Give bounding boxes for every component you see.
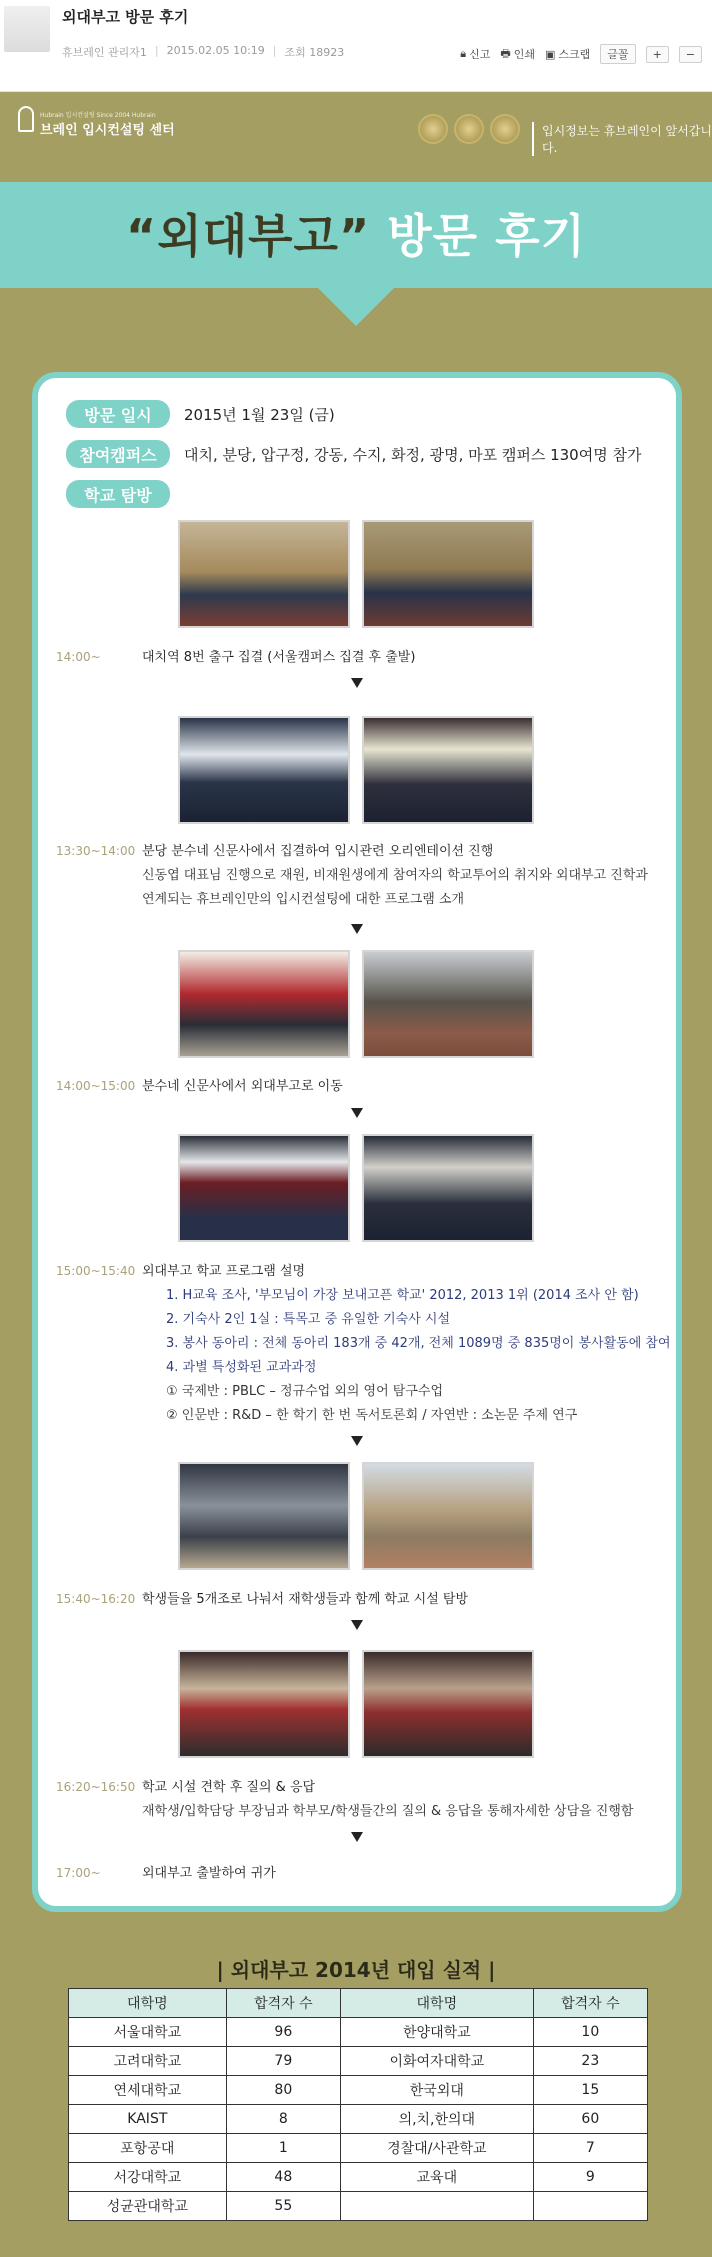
timeline-detail: 연계되는 휴브레인만의 입시컨설팅에 대한 프로그램 소개: [142, 892, 465, 907]
results-table: [68, 1988, 648, 2221]
brand-subtitle: Hubrain 입시컨설팅 Since 2004 Hubrain: [40, 112, 156, 119]
banner-title: “외대부고” 방문 후기: [126, 209, 586, 263]
program-point: 1. H교육 조사, '부모님이 가장 보내고픈 학교' 2012, 2013 1위 (2014 조사 안 함): [166, 1288, 639, 1303]
print-button[interactable]: 🖶 인쇄: [500, 45, 535, 64]
meta-divider: |: [272, 44, 277, 57]
font-decrease-button[interactable]: −: [679, 46, 702, 63]
timeline-text: 분당 분수네 신문사에서 집결하여 입시관련 오리엔테이션 진행: [142, 844, 494, 859]
table-cell: 한국외대: [340, 2076, 533, 2105]
photo: [178, 1134, 350, 1242]
photo: [178, 1462, 350, 1570]
timeline-text: 대치역 8번 출구 집결 (서울캠퍼스 집결 후 출발): [142, 650, 416, 665]
table-cell: 의,치,한의대: [340, 2105, 533, 2134]
scrap-icon: ▣: [545, 47, 556, 61]
photo: [362, 1134, 534, 1242]
post-title: 외대부고 방문 후기: [62, 8, 189, 26]
timeline-item: [56, 1260, 305, 1279]
table-cell: 79: [226, 2047, 340, 2076]
post-header: [0, 0, 712, 92]
photo: [178, 950, 350, 1058]
table-cell: 10: [533, 2018, 647, 2047]
column-header: 합격자 수: [533, 1989, 647, 2018]
tour-row: [66, 480, 170, 508]
timeline-detail: 신동엽 대표님 진행으로 재원, 비재원생에게 참여자의 학교투어의 취지와 외대부고 진학과: [142, 868, 648, 883]
photo-row: [178, 1650, 534, 1758]
photo: [178, 1650, 350, 1758]
program-point: 3. 봉사 동아리 : 전체 동아리 183개 중 42개, 전체 1089명 중 835명이 봉사활동에 참여: [166, 1336, 671, 1351]
program-point: 4. 과별 특성화된 교과과정: [166, 1360, 317, 1375]
program-subpoint: ① 국제반 : PBLC – 정규수업 외의 영어 탐구수업: [166, 1384, 444, 1399]
table-cell: 포항공대: [69, 2134, 227, 2163]
medal-icon: [454, 114, 484, 144]
campus-label: 참여캠퍼스: [66, 440, 170, 468]
brand-slogan: 입시정보는 휴브레인이 앞서갑니다.: [532, 122, 712, 156]
meta-divider: |: [154, 44, 159, 57]
table-cell: 이화여자대학교: [340, 2047, 533, 2076]
visit-date-label: 방문 일시: [66, 400, 170, 428]
photo: [362, 950, 534, 1058]
down-arrow-icon: [351, 678, 363, 688]
table-header-row: [69, 1989, 648, 2018]
down-arrow-icon: [351, 1108, 363, 1118]
visit-date-value: 2015년 1월 23일 (금): [184, 405, 335, 424]
table-cell: 15: [533, 2076, 647, 2105]
timeline-text: 학교 시설 견학 후 질의 & 응답: [142, 1780, 316, 1795]
font-increase-button[interactable]: +: [646, 46, 669, 63]
table-row: [69, 2018, 648, 2047]
program-subpoint: ② 인문반 : R&D – 한 학기 한 번 독서토론회 / 자연반 : 소논문 주제 연구: [166, 1408, 578, 1423]
title-banner: [0, 182, 712, 288]
photo-row: [178, 1462, 534, 1570]
report-button[interactable]: 🔒︎ 신고: [460, 47, 491, 61]
program-point: 2. 기숙사 2인 1실 : 특목고 중 유일한 기숙사 시설: [166, 1312, 451, 1327]
poster-header: [0, 92, 712, 182]
poster-image: [0, 92, 712, 2257]
photo: [362, 520, 534, 628]
table-row: [69, 2076, 648, 2105]
table-cell: 7: [533, 2134, 647, 2163]
timeline-item: [56, 1588, 468, 1607]
timeline-item: [56, 1075, 343, 1094]
photo-row: [178, 950, 534, 1058]
down-arrow-icon: [351, 1832, 363, 1842]
medal-icon: [418, 114, 448, 144]
font-button[interactable]: 글꼴: [600, 44, 635, 64]
photo: [178, 716, 350, 824]
down-arrow-icon: [351, 924, 363, 934]
timeline-item: [56, 1776, 315, 1795]
table-cell: 서강대학교: [69, 2163, 227, 2192]
printer-icon: 🖶: [500, 46, 511, 60]
timeline-item: [56, 1862, 276, 1881]
timeline-item: [56, 646, 415, 665]
table-cell: 48: [226, 2163, 340, 2192]
visit-date-row: [66, 400, 335, 428]
avatar: [4, 6, 50, 52]
lock-icon: 🔒︎: [460, 47, 467, 60]
post-meta: [62, 44, 344, 60]
timeline-text: 외대부고 출발하여 귀가: [142, 1866, 276, 1881]
photo-row: [178, 716, 534, 824]
photo: [362, 716, 534, 824]
table-row: [69, 2134, 648, 2163]
table-cell: 60: [533, 2105, 647, 2134]
table-cell: [340, 2192, 533, 2221]
table-cell: 80: [226, 2076, 340, 2105]
post-date: 2015.02.05 10:19: [166, 44, 265, 57]
post-actions: [460, 44, 702, 64]
table-cell: 한양대학교: [340, 2018, 533, 2047]
scrap-button[interactable]: ▣ 스크랩: [545, 47, 591, 61]
table-cell: KAIST: [69, 2105, 227, 2134]
timeline-time: 14:00~: [56, 650, 101, 664]
photo: [362, 1462, 534, 1570]
photo: [362, 1650, 534, 1758]
down-arrow-icon: [351, 1436, 363, 1446]
table-cell: 서울대학교: [69, 2018, 227, 2047]
timeline-time: 13:30~14:00: [56, 844, 136, 858]
table-cell: 9: [533, 2163, 647, 2192]
table-row: [69, 2105, 648, 2134]
timeline-time: 15:00~15:40: [56, 1264, 136, 1278]
banner-arrow: [318, 288, 394, 326]
table-cell: 연세대학교: [69, 2076, 227, 2105]
down-arrow-icon: [351, 1620, 363, 1630]
brand-logo-icon: [18, 106, 34, 132]
table-cell: 고려대학교: [69, 2047, 227, 2076]
table-row: [69, 2047, 648, 2076]
timeline-detail: 재학생/입학담당 부장님과 학부모/학생들간의 질의 & 응답을 통해자세한 상담을 진행함: [142, 1804, 634, 1819]
photo-row: [178, 1134, 534, 1242]
visit-card: [32, 372, 682, 1912]
timeline-text: 외대부고 학교 프로그램 설명: [142, 1264, 306, 1279]
tour-label: 학교 탐방: [66, 480, 170, 508]
timeline-time: 16:20~16:50: [56, 1780, 136, 1794]
table-cell: 1: [226, 2134, 340, 2163]
campus-row: [66, 440, 641, 468]
photo-row: [178, 520, 534, 628]
timeline-item: [56, 840, 493, 859]
timeline-text: 학생들을 5개조로 나눠서 재학생들과 함께 학교 시설 탐방: [142, 1592, 469, 1607]
timeline-time: 14:00~15:00: [56, 1079, 136, 1093]
view-count: 조회 18923: [284, 46, 345, 59]
brand-name: 브레인 입시컨설팅 센터: [40, 123, 175, 138]
timeline-time: 17:00~: [56, 1866, 101, 1880]
award-medals: [418, 114, 520, 144]
table-row: [69, 2163, 648, 2192]
timeline-time: 15:40~16:20: [56, 1592, 136, 1606]
column-header: 합격자 수: [226, 1989, 340, 2018]
table-cell: 성균관대학교: [69, 2192, 227, 2221]
table-cell: 55: [226, 2192, 340, 2221]
table-cell: 경찰대/사관학교: [340, 2134, 533, 2163]
table-cell: 8: [226, 2105, 340, 2134]
table-cell: [533, 2192, 647, 2221]
column-header: 대학명: [69, 1989, 227, 2018]
medal-icon: [490, 114, 520, 144]
column-header: 대학명: [340, 1989, 533, 2018]
photo: [178, 520, 350, 628]
table-row: [69, 2192, 648, 2221]
table-cell: 23: [533, 2047, 647, 2076]
timeline-text: 분수네 신문사에서 외대부고로 이동: [142, 1079, 343, 1094]
campus-value: 대치, 분당, 압구정, 강동, 수지, 화정, 광명, 마포 캠퍼스 130여명 참가: [184, 445, 642, 464]
table-cell: 96: [226, 2018, 340, 2047]
table-cell: 교육대: [340, 2163, 533, 2192]
author-name[interactable]: 휴브레인 관리자1: [62, 46, 147, 59]
results-title: | 외대부고 2014년 대입 실적 |: [216, 1958, 496, 1982]
